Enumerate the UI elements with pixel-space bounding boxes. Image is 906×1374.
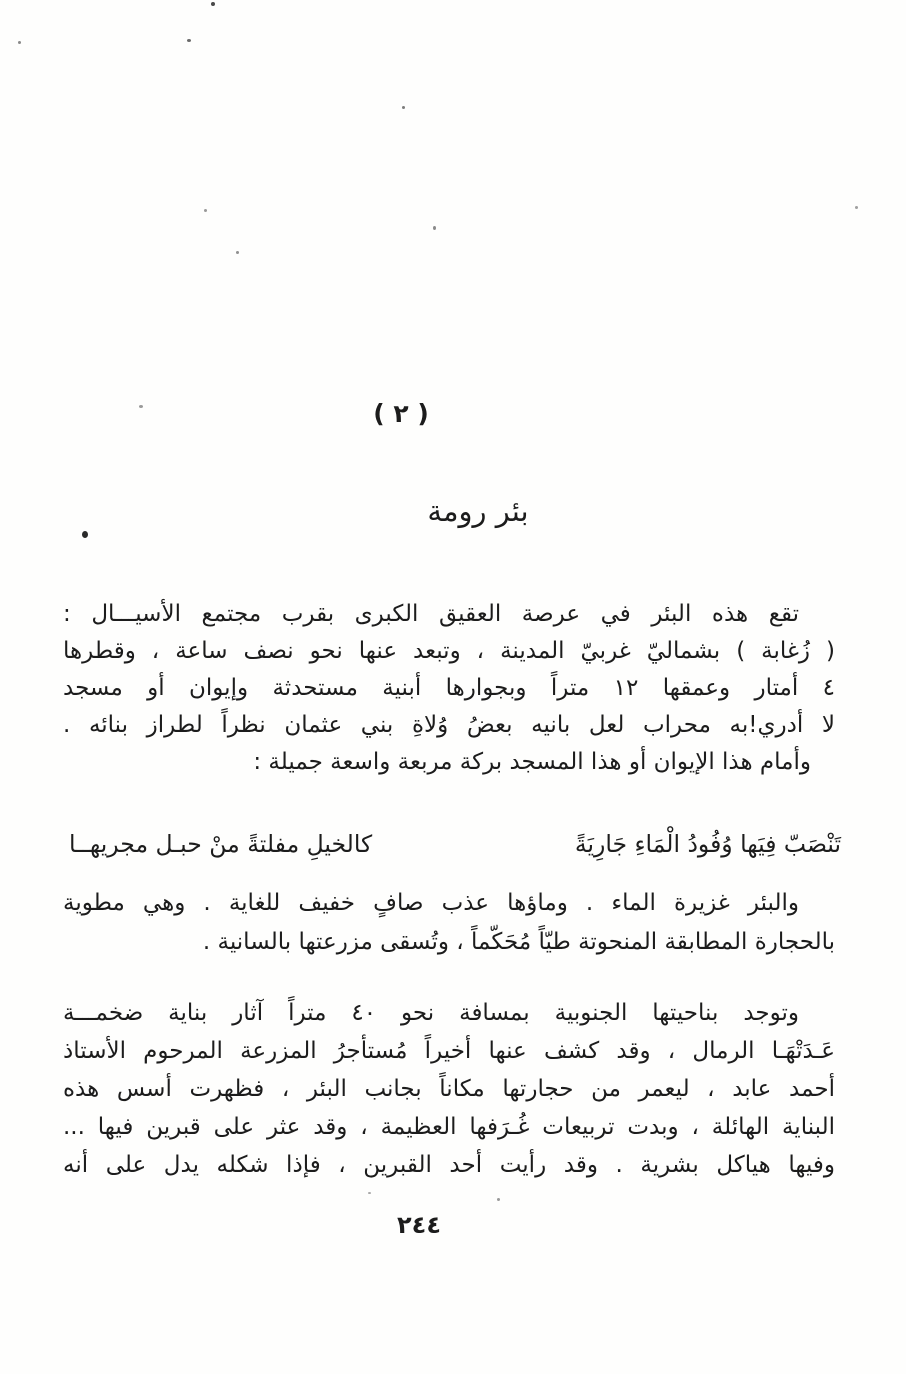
text-line: وتوجد بناحيتها الجنوبية بمسافة نحو ٤٠ متراً آثار بناية ضخمـــة (63, 1000, 799, 1026)
verse-line (63, 820, 855, 868)
text-line: ٤ أمتار وعمقها ١٢ متراً وبجوارها أبنية مستحدثة وإيوان أو مسجد (63, 675, 835, 701)
scan-speckle (497, 1198, 500, 1201)
text-line: عَـدَتْهَـا الرمال ، وقد كشف عنها أخيراً مُستأجرُ المزرعة المرحوم الأستاذ (63, 1038, 835, 1064)
scan-speckle (187, 39, 191, 42)
scan-speckle (204, 209, 207, 212)
text-line: تقع هذه البئر في عرصة العقيق الكبرى بقرب مجتمع الأسيـــال : (63, 601, 799, 627)
scan-speckle (433, 226, 436, 230)
scan-speckle (139, 405, 143, 408)
text-line: ( زُغابة ) بشماليّ غربيّ المدينة ، وتبعد عنها نحو نصف ساعة ، وقطرها (63, 638, 835, 664)
section-number: ( ٢ ) (373, 399, 429, 428)
page-number: ٢٤٤ (397, 1211, 441, 1239)
text-line: لا أدري!به محراب لعل بانيه بعضُ وُلاةِ بني عثمان نظراً لطراز بنائه . (63, 712, 835, 738)
paragraph-3 (63, 994, 835, 1184)
scan-speckle (402, 106, 405, 109)
paragraph-2 (63, 884, 835, 962)
verse-hemistich-left: كالخيلِ مفلتةً منْ حبـل مجريهــا (69, 830, 373, 858)
scan-speckle (236, 251, 239, 254)
paragraph-1 (63, 596, 835, 781)
text-line: أحمد عابد ، ليعمر من حجارتها مكاناً بجانب البئر ، فظهرت أسس هذه (63, 1076, 835, 1102)
scan-speckle (855, 206, 858, 209)
text-line: وفيها هياكل بشرية . وقد رأيت أحد القبرين ، فإذا شكله يدل على أنه (63, 1152, 835, 1178)
verse-hemistich-right: تَنْصَبّ فِيَها وُفُودُ الْمَاءِ جَارِيَةً (574, 830, 841, 858)
text-line: البناية الهائلة ، وبدت تربيعات غُـرَفها العظيمة ، وقد عثر على قبرين فيها ... (63, 1114, 835, 1140)
text-line: بالحجارة المطابقة المنحوتة طيّاً مُحَكّماً ، وتُسقى مزرعتها بالسانية . (202, 929, 835, 955)
text-line: والبئر غزيرة الماء . وماؤها عذب صافٍ خفيف للغاية . وهي مطوية (63, 890, 799, 916)
scan-speckle (82, 531, 88, 538)
scan-speckle (368, 1192, 371, 1194)
page-title: بئر رومة (427, 494, 529, 528)
text-line: وأمام هذا الإيوان أو هذا المسجد بركة مربعة واسعة جميلة : (253, 749, 811, 775)
scan-speckle (211, 2, 215, 6)
scan-speckle (18, 41, 21, 44)
